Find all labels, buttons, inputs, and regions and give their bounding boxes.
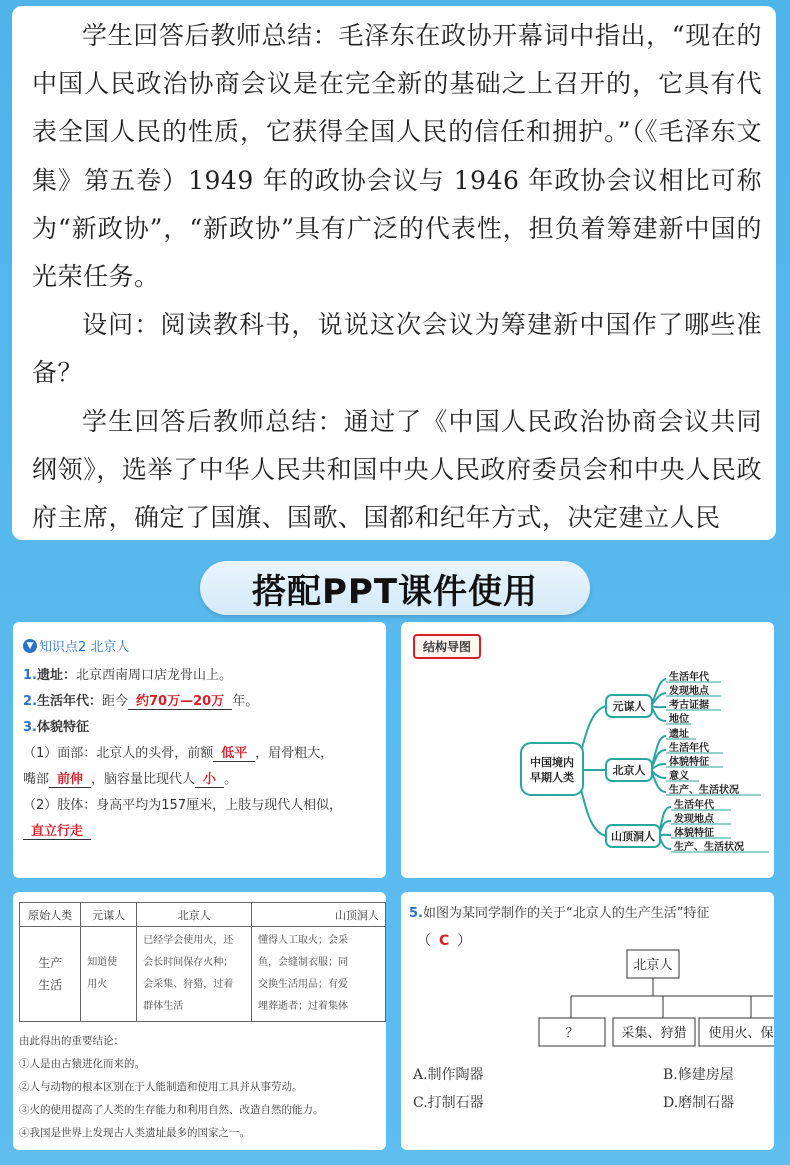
conclusion-line: ④我国是世界上发现古人类遗址最多的国家之一。 xyxy=(19,1127,250,1139)
diagram-root-label: 北京人 xyxy=(633,958,673,973)
conclusion-line: 由此得出的重要结论： xyxy=(19,1035,124,1047)
branch-label: 山顶洞人 xyxy=(611,831,655,843)
item-features xyxy=(23,715,376,741)
leaf-label: 意义 xyxy=(669,771,689,782)
text-excerpt-card xyxy=(12,6,776,540)
item-number: 2. xyxy=(23,694,37,709)
banner-label: 搭配PPT课件使用 xyxy=(251,571,539,612)
item-walk xyxy=(23,819,376,845)
knowledge-point-title: 知识点2 北京人 xyxy=(39,640,130,655)
answer-blank: 低平 xyxy=(213,746,255,762)
conclusion-line: ③火的使用提高了人类的生存能力和利用自然、改造自然的能力。 xyxy=(19,1104,324,1116)
chevron-down-icon: ▼ xyxy=(23,639,37,653)
item-text: （1）面部：北京人的头骨，前额 xyxy=(23,746,214,761)
cell-line: 知道使 xyxy=(87,957,118,968)
answer-blank: 小 xyxy=(195,772,224,788)
conclusions xyxy=(19,1030,324,1145)
center-label-line1: 中国境内 xyxy=(530,757,574,769)
leaf-label: 考古证据 xyxy=(669,700,709,711)
row-label-cell xyxy=(20,927,81,1022)
item-limbs xyxy=(23,793,376,819)
cell-line: 已经学会使用火，还 xyxy=(143,935,234,946)
option-c: C.打制石器 xyxy=(413,1095,484,1111)
leaf-label: 生活年代 xyxy=(669,672,709,683)
item-number: 1. xyxy=(23,668,37,683)
paragraph-teacher-summary-2: 学生回答后教师总结：通过了《中国人民政治协商会议共同纲领》，选举了中华人民共和国中央人民政府委员会和中央人民政府主席，确定了国旗、国歌、国都和纪年方式，决定建立人民 xyxy=(32,406,762,533)
paragraph-question: 设问：阅读教科书，说说这次会议为筹建新中国作了哪些准备？ xyxy=(32,310,762,388)
table-cell-beijing xyxy=(137,927,252,1022)
table-cell-shandingdong xyxy=(251,927,385,1022)
answer-blank: 前伸 xyxy=(49,772,91,788)
slide-comparison-table xyxy=(13,892,386,1150)
conclusion-line: ②人与动物的根本区别在于人能制造和使用工具并从事劳动。 xyxy=(19,1081,303,1093)
answer-blank: 直立行走 xyxy=(23,824,91,840)
option-d: D.磨制石器 xyxy=(663,1095,735,1111)
item-label: 遗址： xyxy=(36,668,76,683)
cell-line: 埋葬逝者；过着集体 xyxy=(257,1001,348,1012)
leaf-label: 生活年代 xyxy=(669,743,709,754)
answer-bracket: （ xyxy=(417,933,431,949)
table-header-row xyxy=(20,903,386,927)
leaf-label: 体貌特征 xyxy=(674,828,714,839)
question-number: 5. xyxy=(409,906,423,921)
item-text: 北京西南周口店龙骨山上。 xyxy=(76,668,233,683)
answer-blank: 约70万—20万 xyxy=(128,694,232,710)
item-text: 年。 xyxy=(232,694,259,709)
branch-label: 北京人 xyxy=(612,765,646,777)
diagram-box-label: 使用火、保 xyxy=(708,1026,774,1041)
answer-bracket: ） xyxy=(457,933,472,949)
cell-line: 鱼，会缝制衣服；同 xyxy=(257,957,348,968)
answer-letter: C xyxy=(439,933,450,949)
row-label: 生活 xyxy=(38,978,63,992)
item-mouth xyxy=(23,767,376,793)
diagram-box-label: ？ xyxy=(565,1026,579,1041)
option-a: A.制作陶器 xyxy=(413,1067,484,1083)
mind-map-diagram xyxy=(401,622,774,878)
comparison-table xyxy=(19,902,386,1022)
item-label: 体貌特征 xyxy=(36,720,89,735)
leaf-label: 遗址 xyxy=(669,729,689,740)
item-number: 3. xyxy=(23,720,37,735)
item-text: 。 xyxy=(224,772,238,787)
question-text: 如图为某同学制作的关于“北京人的生产生活”特征 xyxy=(422,906,710,921)
branch-label: 元谋人 xyxy=(612,701,646,713)
diagram-box-label: 采集、狩猎 xyxy=(621,1026,687,1041)
knowledge-point-header xyxy=(23,636,376,655)
item-text: 距今 xyxy=(102,694,129,709)
leaf-label: 发现地点 xyxy=(674,814,714,825)
row-label: 生产 xyxy=(38,956,63,970)
table-row xyxy=(20,927,386,1022)
leaf-label: 地位 xyxy=(669,714,689,725)
slide-mind-map xyxy=(401,622,774,878)
item-era xyxy=(23,689,376,715)
conclusion-line: ①人是由古猿进化而来的。 xyxy=(19,1058,145,1070)
cell-line: 群体生活 xyxy=(143,1001,184,1012)
slide-knowledge-point xyxy=(13,622,386,878)
table-cell-yuanmou xyxy=(81,927,137,1022)
center-label-line2: 早期人类 xyxy=(530,772,574,784)
table-header: 北京人 xyxy=(137,903,252,927)
cell-line: 懂得人工取火；会采 xyxy=(257,935,348,946)
slide-quiz xyxy=(401,892,774,1150)
ppt-banner xyxy=(200,561,590,615)
table-header: 原始人类 xyxy=(20,903,81,927)
item-label: 生活年代： xyxy=(36,694,102,709)
item-text: （2）肢体：身高平均为157厘米，上肢与现代人相似， xyxy=(23,798,343,813)
cell-line: 用火 xyxy=(87,979,108,990)
item-site xyxy=(23,663,376,689)
leaf-label: 生产、生活状况 xyxy=(669,785,739,796)
structure-map-tag: 结构导图 xyxy=(413,634,481,659)
item-face xyxy=(23,741,376,767)
paragraph-teacher-summary-1: 学生回答后教师总结：毛泽东在政协开幕词中指出，“现在的中国人民政治协商会议是在完全新的基础之上召开的，它具有代表全国人民的性质，它获得全国人民的信任和拥护。”（《毛泽东文集》第五卷）1949 年的政协会议与 1946 年政协会议相比可称为“新政协”，“新政协”具有广泛的代表性，担负着筹建新中国的光荣任务。 xyxy=(32,21,762,292)
option-b: B.修建房屋 xyxy=(663,1067,734,1083)
center-node xyxy=(521,743,583,795)
item-text: ，脑容量比现代人 xyxy=(91,772,196,787)
table-header: 元谋人 xyxy=(81,903,137,927)
leaf-label: 发现地点 xyxy=(669,686,709,697)
leaf-label: 生产、生活状况 xyxy=(674,842,744,853)
cell-line: 会采集、狩猎，过着 xyxy=(143,979,234,990)
item-text: 嘴部 xyxy=(23,772,50,787)
leaf-label: 生活年代 xyxy=(674,800,714,811)
table-header: 山顶洞人 xyxy=(251,903,385,927)
cell-line: 交换生活用品；有爱 xyxy=(257,979,348,990)
item-text: ，眉骨粗大， xyxy=(255,746,334,761)
leaf-label: 体貌特征 xyxy=(669,757,709,768)
cell-line: 会长时间保存火种； xyxy=(143,957,234,968)
